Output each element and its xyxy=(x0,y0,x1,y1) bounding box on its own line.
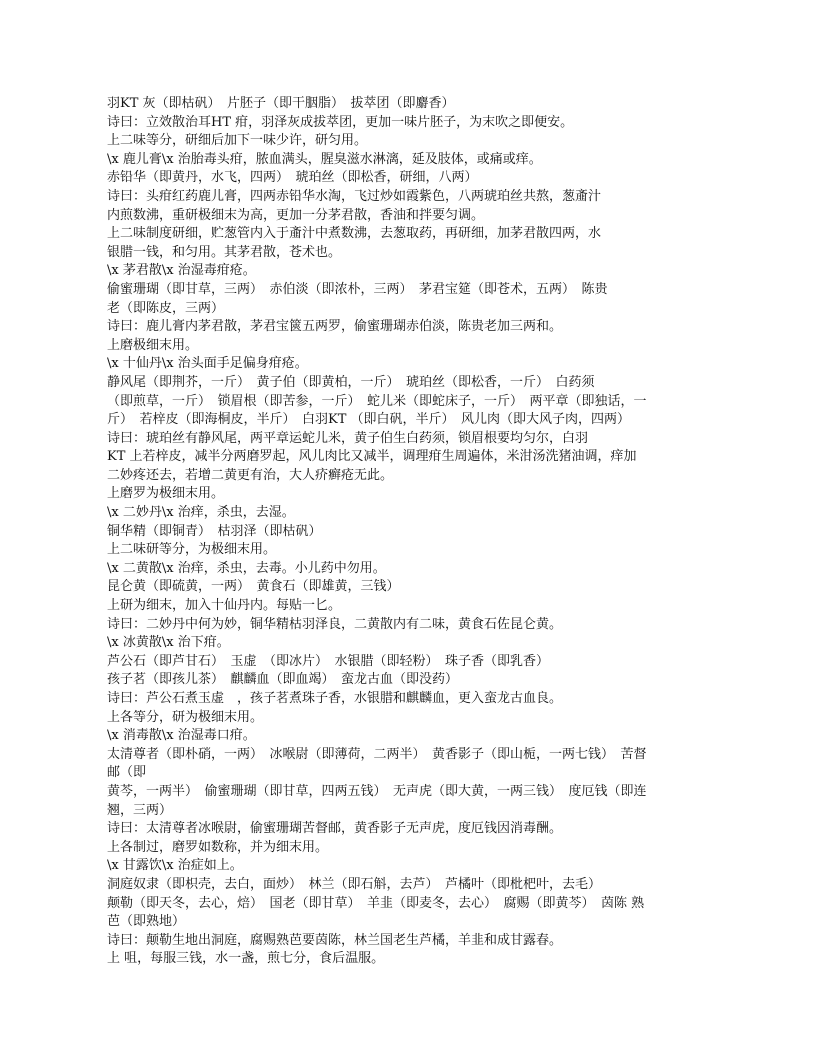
text-line: 诗曰：头疳红药鹿儿膏，四两赤铅华水淘，飞过炒如霞紫色，八两琥珀丝共熬，葱齑汁 xyxy=(107,188,602,204)
text-line: 赤铅华（即黄丹，水飞，四两） 琥珀丝（即松香，研细，八两） xyxy=(107,170,478,186)
text-line: 诗曰：芦公石煮玉虚 ，孩子茗煮珠子香，水银腊和麒麟血，更入蛮龙古血良。 xyxy=(107,691,563,706)
text-line: \x 二妙丹\x 治痒，杀虫，去湿。 xyxy=(107,505,295,521)
text-line: 上磨极细末用。 xyxy=(107,337,199,353)
text-line: \x 消毒散\x 治湿毒口疳。 xyxy=(107,728,256,744)
text-line: 诗曰：颠勒生地出洞庭，腐赐熟芭要茵陈，林兰国老生芦橘，羊韭和成甘露春。 xyxy=(107,932,563,948)
text-line: 太清尊者（即朴硝，一两） 冰喉尉（即薄荷，二两半） 黄香影子（即山栀，一两七钱） 苦督 xyxy=(107,746,647,762)
text-line: 洞庭奴隶（即枳壳，去白，面炒） 林兰（即石斛，去芦） 芦橘叶（即枇杷叶，去毛） xyxy=(107,876,602,892)
text-line: 诗曰：太清尊者冰喉尉，偷蜜珊瑚苦督邮，黄香影子无声虎，度厄钱因消毒酬。 xyxy=(107,821,563,837)
text-line: （即煎草，一斤） 锁眉根（即苦参，一斤） 蛇儿米（即蛇床子，一斤） 两平章（即独话，一 xyxy=(107,393,647,409)
text-line: 上二味制度研细，贮葱管内入于齑汁中煮数沸，去葱取药，再研细，加茅君散四两，水 xyxy=(107,226,602,242)
text-line: 斤） 若梓皮（即海桐皮，半斤） 白羽KT （即白矾，半斤） 风儿肉（即大风子肉，四两） xyxy=(107,412,631,428)
text-line: 芭（即熟地） xyxy=(107,914,186,930)
text-line: 铜华精（即铜青） 枯羽泽（即枯矾） xyxy=(107,523,322,539)
text-line: KT 上若梓皮，减半分两磨罗起，风儿肉比又减半，调理疳生周遍体，米泔汤洗猪油调，痒加 xyxy=(107,449,637,465)
text-line: 二妙疼还去，若增二黄更有治，大人疥癣疮无此。 xyxy=(107,467,394,483)
text-line: 偷蜜珊瑚（即甘草，三两） 赤伯淡（即浓朴，三两） 茅君宝筵（即苍术，五两） 陈贵 xyxy=(107,281,608,297)
text-line: \x 茅君散\x 治湿毒疳疮。 xyxy=(107,263,256,279)
text-line: 孩子茗（即孩儿茶） 麒麟血（即血竭） 蛮龙古血（即没药） xyxy=(107,672,459,688)
text-line: \x 甘露饮\x 治症如上。 xyxy=(107,858,243,874)
text-line: 上二味等分，研细后加下一味少许，研匀用。 xyxy=(107,133,368,149)
text-line: 诗曰：琥珀丝有静风尾，两平章运蛇儿米，黄子伯生白药须，锁眉根要均匀尔，白羽 xyxy=(107,430,589,446)
text-line: 黄芩，一两半） 偷蜜珊瑚（即甘草，四两五钱） 无声虎（即大黄，一两三钱） 度厄钱（即连 xyxy=(107,783,647,799)
text-line: 上各制过，磨罗如数称，并为细末用。 xyxy=(107,839,329,855)
text-line: 诗曰：鹿儿膏内茅君散，茅君宝篋五两罗，偷蜜珊瑚赤伯淡，陈贵老加三两和。 xyxy=(107,319,563,335)
document-page xyxy=(107,95,727,969)
text-line: 静风尾（即荆芥，一斤） 黄子伯（即黄柏，一斤） 琥珀丝（即松香，一斤） 白药须 xyxy=(107,374,595,390)
text-line: \x 十仙丹\x 治头面手足偏身疳疮。 xyxy=(107,356,308,372)
text-line: 上各等分，研为极细末用。 xyxy=(107,709,264,725)
text-line: \x 鹿儿膏\x 治胎毒头疳，脓血满头，腥臭滋水淋漓，延及肢体，或痛或痒。 xyxy=(107,151,542,167)
text-line: \x 冰黄散\x 治下疳。 xyxy=(107,635,230,651)
text-line: 银腊一钱，和匀用。其茅君散，苍术也。 xyxy=(107,244,342,260)
text-line: 上二味研等分，为极细末用。 xyxy=(107,542,277,558)
text-line: 内煎数沸，重研极细末为高，更加一分茅君散，香油和拌要匀调。 xyxy=(107,207,485,223)
text-line: 羽KT 灰（即枯矾） 片胚子（即干胭脂） 拔萃团（即麝香） xyxy=(107,96,455,111)
text-line: 翘，三两） xyxy=(107,802,173,818)
text-line: 诗曰：二妙丹中何为妙，铜华精枯羽泽良，二黄散内有二味，黄食石佐昆仑黄。 xyxy=(107,616,563,632)
text-line: 诗曰：立效散治耳HT 疳，羽泽灰成拔萃团，更加一味片胚子，为末吹之即便安。 xyxy=(107,114,574,130)
text-line: 上磨罗为极细末用。 xyxy=(107,486,225,502)
text-line: 芦公石（即芦甘石） 玉虚 （即冰片） 水银腊（即轻粉） 珠子香（即乳香） xyxy=(107,653,550,669)
text-line: 邮（即 xyxy=(107,765,147,781)
text-line: 昆仑黄（即硫黄，一两） 黄食石（即雄黄，三钱） xyxy=(107,579,400,595)
text-line: \x 二黄散\x 治痒，杀虫，去毒。小儿药中勿用。 xyxy=(107,560,386,576)
text-line: 颠勒（即天冬，去心，焙） 国老（即甘草） 羊韭（即麦冬，去心） 腐赐（即黄芩） 茵陈 熟 xyxy=(107,895,645,911)
text-line: 上研为细末，加入十仙丹内。每贴一匕。 xyxy=(107,598,342,614)
text-line: 老（即陈皮，三两） xyxy=(107,300,225,316)
text-line: 上 咀，每服三钱，水一盏，煎七分，食后温服。 xyxy=(107,951,385,967)
